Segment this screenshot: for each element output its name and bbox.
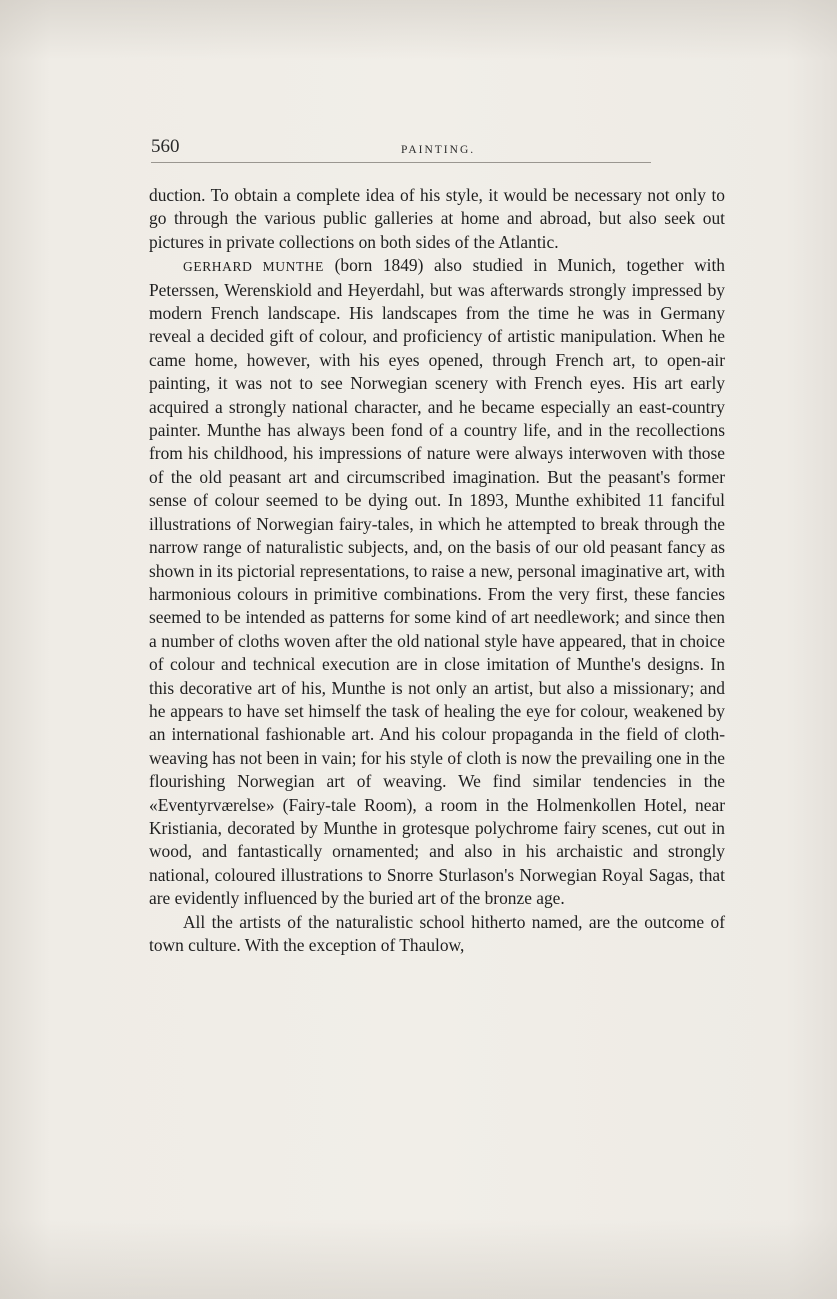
body-text xyxy=(149,184,725,957)
paragraph-munthe xyxy=(149,254,725,910)
paragraph-munthe-text: (born 1849) also studied in Munich, together with Peterssen, Werenskiold and Heyerdahl, but was afterwards strongly impressed by modern French landscape. His landscapes from the time he was in Germany reveal a decided gift of colour, and proficiency of artistic manipulation. When he came home, however, with his eyes opened, through French art, to open-air painting, it was not to see Norwegian scenery with French eyes. His art early acquired a strongly national character, and he became especially an east-country painter. Munthe has always been fond of a country life, and in the recollections from his childhood, his impressions of nature were always interwoven with those of the old peasant art and circumscribed imagination. But the peasant's former sense of colour seemed to be dying out. In 1893, Munthe exhibited 11 fanciful illustrations of Norwegian fairy-tales, in which he attempted to break through the narrow range of naturalistic subjects, and, on the basis of our old peasant fancy as shown in its pictorial representations, to raise a new, personal imaginative art, with harmonious colours in primitive combinations. From the very first, these fancies seemed to be intended as patterns for some kind of art needlework; and since then a number of cloths woven after the old national style have appeared, that in choice of colour and technical execution are in close imitation of Munthe's designs. In this decorative art of his, Munthe is not only an artist, but also a missionary; and he appears to have set himself the task of healing the eye for colour, weakened by an international fashionable art. And his colour propaganda in the field of cloth-weaving has not been in vain; for his style of cloth is now the prevailing one in the flourishing Norwegian art of weaving. We find similar tendencies in the «Eventyrværelse» (Fairy-tale Room), a room in the Holmenkollen Hotel, near Kristiania, decorated by Munthe in grotesque polychrome fairy scenes, cut out in wood, and fantastically ornamented; and also in his archaistic and strongly national, coloured illustrations to Snorre Sturlason's Norwegian Royal Sagas, that are evidently influenced by the buried art of the bronze age. xyxy=(149,255,725,909)
header-rule xyxy=(151,162,651,163)
page-shadow-top xyxy=(0,0,837,60)
page-header xyxy=(151,132,722,164)
page-shadow-bottom xyxy=(0,1219,837,1299)
paragraph-continued: duction. To obtain a complete idea of his style, it would be necessary not only to go through the various public galleries at home and abroad, but also seek out pictures in private collections on both sides of the Atlantic. xyxy=(149,185,725,252)
running-head: PAINTING. xyxy=(401,144,476,156)
page-number: 560 xyxy=(151,136,180,157)
paragraph-naturalistic: All the artists of the naturalistic school hitherto named, are the outcome of town culture. With the exception of Thaulow, xyxy=(149,911,725,955)
artist-name: GERHARD MUNTHE xyxy=(183,259,325,275)
